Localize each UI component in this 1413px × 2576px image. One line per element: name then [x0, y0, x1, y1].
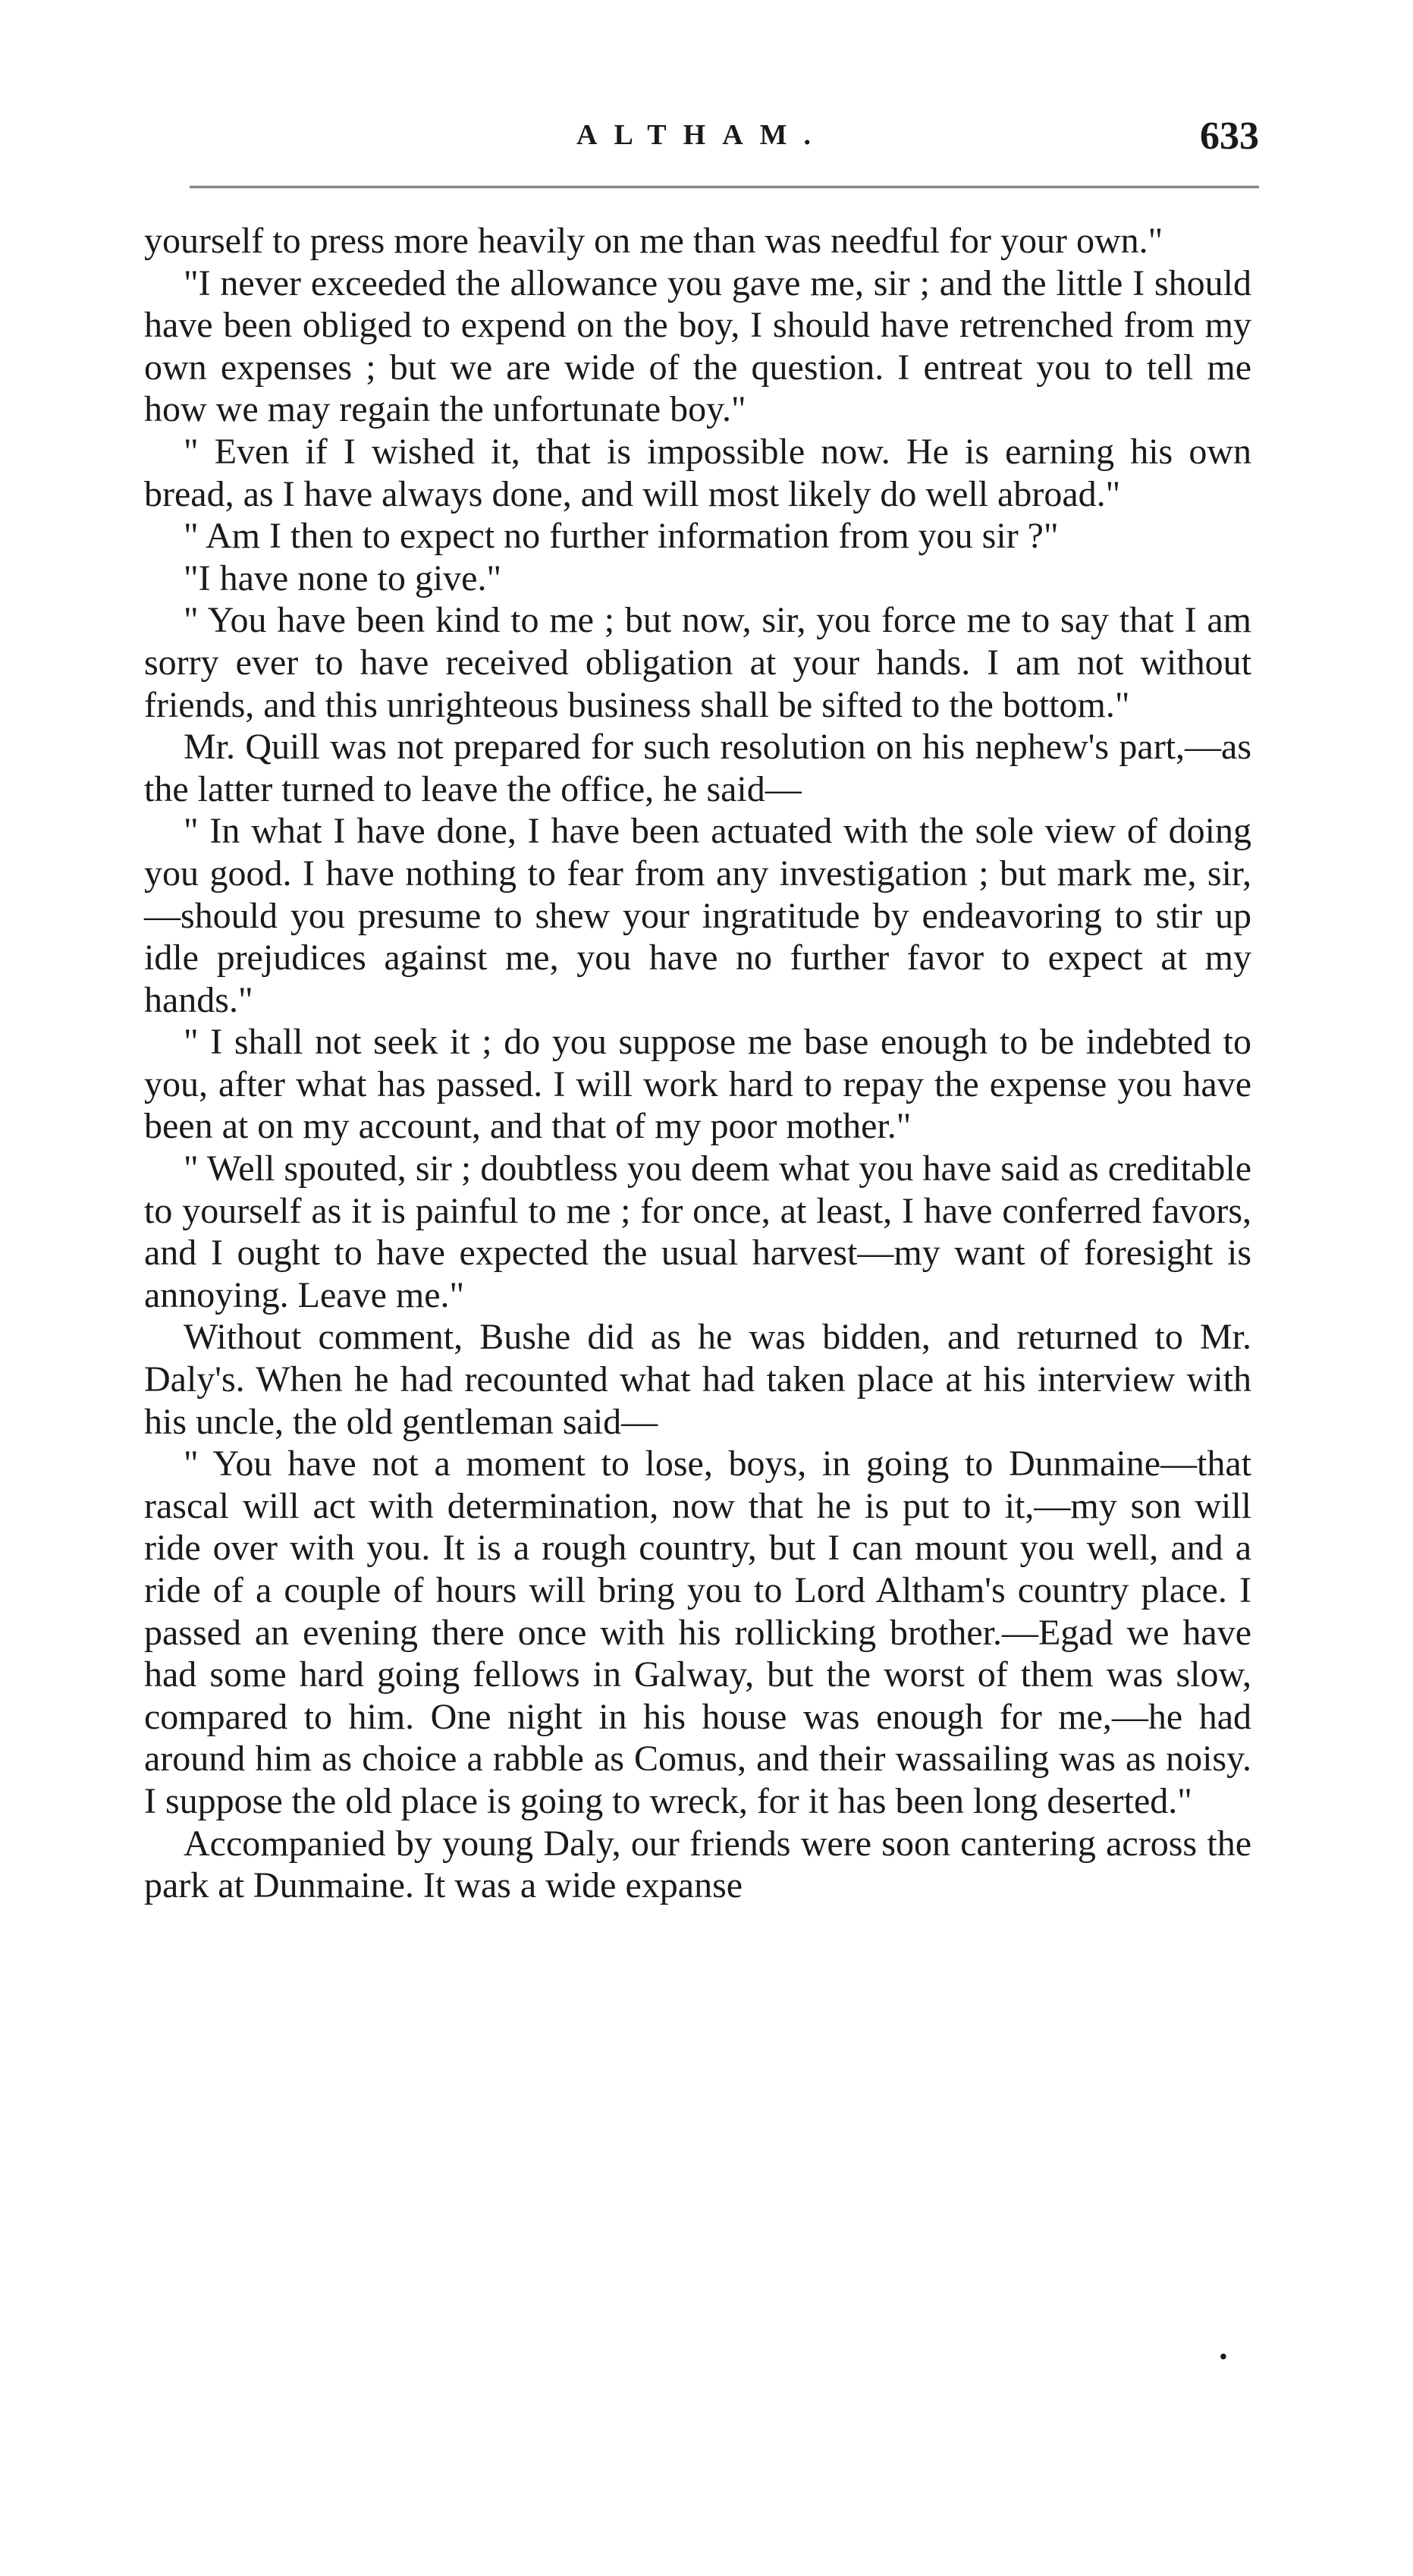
paragraph: " Even if I wished it, that is impossible now. He is earning his own bread, as I have always done, and will most likely do well abroad." [144, 431, 1251, 514]
header-rule [190, 186, 1259, 188]
paragraph: "I never exceeded the allowance you gave me, sir ; and the little I should have been obliged to expend on the boy, I should have retrenched from my own expenses ; but we are wide of the question. I entreat you to tell me how we may regain the unfortunate boy." [144, 262, 1251, 430]
body-text [144, 220, 1251, 1907]
paragraph: " Well spouted, sir ; doubtless you deem what you have said as creditable to yourself as it is painful to me ; for once, at least, I have conferred favors, and I ought to have expected the usual harvest—my want of foresight is annoying. Leave me." [144, 1148, 1251, 1315]
paragraph: " I shall not seek it ; do you suppose me base enough to be indebted to you, after what has passed. I will work hard to repay the expense you have been at on my account, and that of my poor mother." [144, 1022, 1251, 1147]
paragraph: yourself to press more heavily on me than was needful for your own." [144, 221, 1163, 261]
paragraph: "I have none to give." [184, 558, 502, 598]
page-number: 633 [1200, 115, 1259, 158]
paragraph: " You have been kind to me ; but now, sir, you force me to say that I am sorry ever to have received obligation at your hands. I am not without friends, and this unrighteous business shall be sifted to the bottom." [144, 600, 1251, 725]
paragraph: Without comment, Bushe did as he was bidden, and returned to Mr. Daly's. When he had recounted what had taken place at his interview with his uncle, the old gentleman said— [144, 1317, 1251, 1442]
paragraph: Accompanied by young Daly, our friends were soon cantering across the park at Dunmaine. It was a wide expanse [144, 1823, 1251, 1906]
running-head: ALTHAM. [576, 119, 828, 151]
page-header [137, 114, 1259, 174]
paragraph: " Am I then to expect no further information from you sir ?" [184, 516, 1059, 557]
paragraph: " In what I have done, I have been actuated with the sole view of doing you good. I have nothing to fear from any investigation ; but mark me, sir,—should you presume to shew your ingratitude by endeavoring to stir up idle prejudices against me, you have no further favor to expect at my hands." [144, 811, 1251, 1020]
paragraph: " You have not a moment to lose, boys, in going to Dunmaine—that rascal will act with determination, now that he is put to it,—my son will ride over with you. It is a rough country, but I can mount you well, and a ride of a couple of hours will bring you to Lord Altham's country place. I passed an evening there once with his rollicking brother.—Egad we have had some hard going fellows in Galway, but the worst of them was slow, compared to him. One night in his house was enough for me,—he had around him as choice a rabble as Comus, and their wassailing was as noisy. I suppose the old place is going to wreck, for it has been long deserted." [144, 1444, 1251, 1821]
paragraph: Mr. Quill was not prepared for such resolution on his nephew's part,—as the latter turned to leave the office, he said— [144, 727, 1251, 809]
print-speck: • [1220, 2345, 1227, 2369]
